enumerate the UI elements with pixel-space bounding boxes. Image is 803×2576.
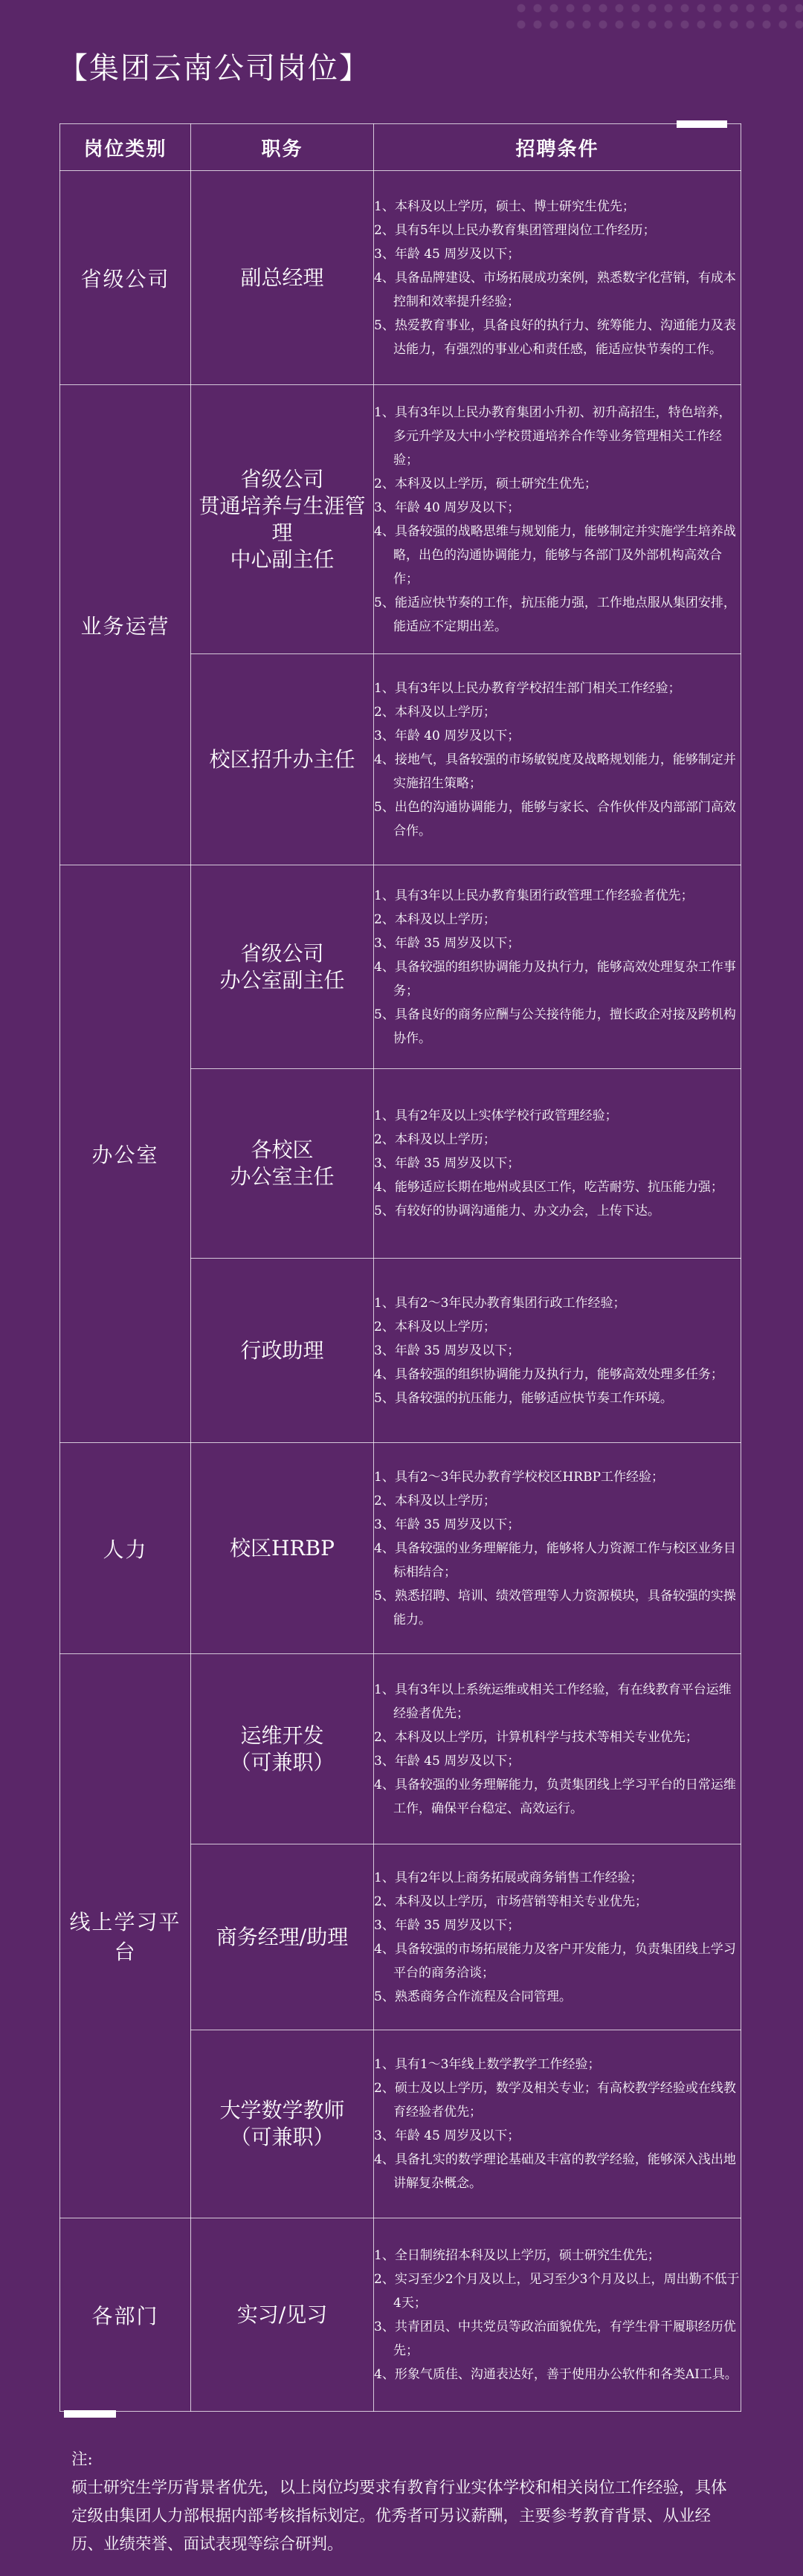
requirements-list (374, 2053, 741, 2195)
decorative-bar-bottom (64, 2410, 116, 2418)
requirement-item: 1、具有3年以上民办教育学校招生部门相关工作经验； (374, 680, 681, 696)
requirement-item: 1、具有3年以上系统运维或相关工作经验，有在线教育平台运维经验者优先； (374, 1682, 732, 1721)
requirement-item: 3、年龄 45 周岁及以下； (374, 2128, 520, 2143)
requirement-item: 1、具有2～3年民办教育集团行政工作经验； (374, 1295, 626, 1311)
requirements-list (374, 1465, 741, 1632)
requirement-item: 2、本科及以上学历； (374, 1319, 496, 1334)
requirement-item: 4、具备较强的市场拓展能力及客户开发能力，负责集团线上学习平台的商务洽谈； (374, 1941, 736, 1981)
category-cell: 人力 (60, 1443, 191, 1654)
requirements-list (374, 1104, 741, 1223)
table-header-row (60, 124, 741, 171)
table-row (60, 385, 741, 654)
requirements-list (374, 884, 741, 1050)
requirement-item: 2、本科及以上学历； (374, 911, 496, 927)
position-cell: 校区HRBP (191, 1443, 374, 1654)
requirements-cell (374, 385, 741, 654)
requirements-cell (374, 1259, 741, 1443)
requirement-item: 2、本科及以上学历； (374, 1493, 496, 1508)
position-cell: 各校区 办公室主任 (191, 1069, 374, 1259)
category-cell: 各部门 (60, 2218, 191, 2412)
table-row (60, 1443, 741, 1654)
position-cell: 商务经理/助理 (191, 1844, 374, 2030)
requirement-item: 1、具有2年以上商务拓展或商务销售工作经验； (374, 1870, 643, 1885)
position-cell: 行政助理 (191, 1259, 374, 1443)
requirements-cell (374, 2218, 741, 2412)
requirement-item: 1、具有3年以上民办教育集团小升初、初升高招生，特色培养，多元升学及大中小学校贯通培养合作等业务管理相关工作经验； (374, 404, 732, 468)
jobs-table (59, 123, 741, 2412)
requirement-item: 2、本科及以上学历； (374, 1132, 496, 1147)
requirement-item: 4、具备扎实的数学理论基础及丰富的教学经验，能够深入浅出地讲解复杂概念。 (374, 2152, 736, 2191)
requirements-cell (374, 171, 741, 385)
requirements-list (374, 1291, 741, 1410)
requirements-cell (374, 2030, 741, 2218)
requirement-item: 1、具有2～3年民办教育学校校区HRBP工作经验； (374, 1469, 665, 1485)
header-category: 岗位类别 (60, 124, 191, 171)
requirement-item: 2、本科及以上学历，硕士研究生优先； (374, 476, 597, 491)
requirement-item: 1、全日制统招本科及以上学历，硕士研究生优先； (374, 2247, 660, 2263)
requirements-list (374, 1866, 741, 2009)
requirement-item: 3、年龄 40 周岁及以下； (374, 728, 520, 743)
requirement-item: 5、有较好的协调沟通能力、办文办会，上传下达。 (374, 1204, 660, 1218)
requirement-item: 5、能适应快节奏的工作，抗压能力强，工作地点服从集团安排，能适应不定期出差。 (374, 595, 736, 634)
footnote (71, 2446, 741, 2559)
position-cell: 省级公司 办公室副主任 (191, 865, 374, 1069)
requirement-item: 5、熟悉招聘、培训、绩效管理等人力资源模块，具备较强的实操能力。 (374, 1588, 736, 1627)
table-row (60, 1654, 741, 1844)
requirements-list (374, 1678, 741, 1821)
requirement-item: 3、年龄 45 周岁及以下； (374, 246, 520, 262)
category-cell: 线上学习平台 (60, 1654, 191, 2218)
requirement-item: 4、具备较强的业务理解能力，负责集团线上学习平台的日常运维工作，确保平台稳定、高效运行。 (374, 1777, 736, 1816)
requirement-item: 1、具有2年及以上实体学校行政管理经验； (374, 1108, 618, 1123)
requirement-item: 5、具备较强的抗压能力，能够适应快节奏工作环境。 (374, 1390, 673, 1406)
requirement-item: 3、年龄 35 周岁及以下； (374, 1517, 520, 1532)
footnote-label: 注: (71, 2450, 93, 2469)
requirement-item: 4、具备较强的组织协调能力及执行力，能够高效处理复杂工作事务； (374, 959, 736, 998)
requirement-item: 4、具备较强的业务理解能力，能够将人力资源工作与校区业务目标相结合； (374, 1540, 736, 1580)
requirements-cell (374, 654, 741, 865)
requirements-list (374, 2244, 741, 2386)
requirement-item: 5、具备良好的商务应酬与公关接待能力，擅长政企对接及跨机构协作。 (374, 1007, 736, 1046)
category-cell: 业务运营 (60, 385, 191, 865)
requirement-item: 2、硕士及以上学历，数学及相关专业；有高校教学经验或在线教育经验者优先； (374, 2081, 736, 2120)
requirement-item: 1、具有3年以上民办教育集团行政管理工作经验者优先； (374, 888, 694, 903)
requirements-cell (374, 1844, 741, 2030)
position-cell: 省级公司 贯通培养与生涯管理 中心副主任 (191, 385, 374, 654)
category-cell: 办公室 (60, 865, 191, 1443)
requirement-item: 3、共青团员、中共党员等政治面貌优先，有学生骨干履职经历优先； (374, 2319, 736, 2358)
requirement-item: 4、接地气，具备较强的市场敏锐度及战略规划能力，能够制定并实施招生策略； (374, 752, 736, 791)
position-cell: 校区招升办主任 (191, 654, 374, 865)
requirements-cell (374, 1654, 741, 1844)
requirements-list (374, 677, 741, 843)
requirement-item: 2、具有5年以上民办教育集团管理岗位工作经历； (374, 222, 656, 238)
position-cell: 运维开发 （可兼职） (191, 1654, 374, 1844)
table-row (60, 865, 741, 1069)
requirement-item: 2、实习至少2个月及以上，见习至少3个月及以上，周出勤不低于4天； (374, 2271, 740, 2311)
requirement-item: 3、年龄 35 周岁及以下； (374, 1343, 520, 1358)
decorative-dot-pattern (513, 0, 803, 30)
requirement-item: 4、形象气质佳、沟通表达好，善于使用办公软件和各类AI工具。 (374, 2366, 738, 2382)
page-title: 【集团云南公司岗位】 (58, 51, 370, 85)
position-cell: 大学数学教师 （可兼职） (191, 2030, 374, 2218)
requirement-item: 4、具备较强的组织协调能力及执行力，能够高效处理多任务； (374, 1366, 723, 1382)
requirement-item: 5、热爱教育事业，具备良好的执行力、统筹能力、沟通能力及表达能力，有强烈的事业心和责任感，能适应快节奏的工作。 (374, 317, 736, 357)
table-row (60, 2218, 741, 2412)
requirement-item: 3、年龄 35 周岁及以下； (374, 1156, 520, 1171)
requirement-item: 3、年龄 40 周岁及以下； (374, 500, 520, 515)
table-row (60, 171, 741, 385)
requirement-item: 5、出色的沟通协调能力，能够与家长、合作伙伴及内部部门高效合作。 (374, 799, 736, 839)
requirement-item: 5、熟悉商务合作流程及合同管理。 (374, 1989, 572, 2004)
requirement-item: 4、能够适应长期在地州或县区工作，吃苦耐劳、抗压能力强； (374, 1180, 723, 1195)
requirement-item: 2、本科及以上学历； (374, 704, 496, 720)
requirements-cell (374, 865, 741, 1069)
requirement-item: 3、年龄 45 周岁及以下； (374, 1753, 520, 1769)
requirement-item: 1、具有1～3年线上数学教学工作经验； (374, 2057, 601, 2072)
header-requirements: 招聘条件 (374, 124, 741, 171)
requirements-list (374, 401, 741, 639)
requirements-cell (374, 1069, 741, 1259)
requirement-item: 2、本科及以上学历，计算机科学与技术等相关专业优先； (374, 1729, 698, 1745)
category-cell: 省级公司 (60, 171, 191, 385)
position-cell: 副总经理 (191, 171, 374, 385)
requirement-item: 2、本科及以上学历，市场营销等相关专业优先； (374, 1894, 648, 1909)
position-cell: 实习/见习 (191, 2218, 374, 2412)
requirement-item: 3、年龄 35 周岁及以下； (374, 1917, 520, 1933)
requirement-item: 4、具备品牌建设、市场拓展成功案例，熟悉数字化营销，有成本控制和效率提升经验； (374, 270, 736, 309)
requirements-cell (374, 1443, 741, 1654)
requirements-list (374, 195, 741, 361)
requirement-item: 3、年龄 35 周岁及以下； (374, 935, 520, 951)
requirement-item: 1、本科及以上学历，硕士、博士研究生优先； (374, 198, 635, 214)
requirement-item: 4、具备较强的战略思维与规划能力，能够制定并实施学生培养战略，出色的沟通协调能力，能够与各部门及外部机构高效合作； (374, 523, 736, 587)
footnote-text: 硕士研究生学历背景者优先，以上岗位均要求有教育行业实体学校和相关岗位工作经验，具体定级由集团人力部根据内部考核指标划定。优秀者可另议薪酬，主要参考教育背景、从业经历、业绩荣誉、面试表现等综合研判。 (71, 2479, 727, 2554)
header-position: 职务 (191, 124, 374, 171)
